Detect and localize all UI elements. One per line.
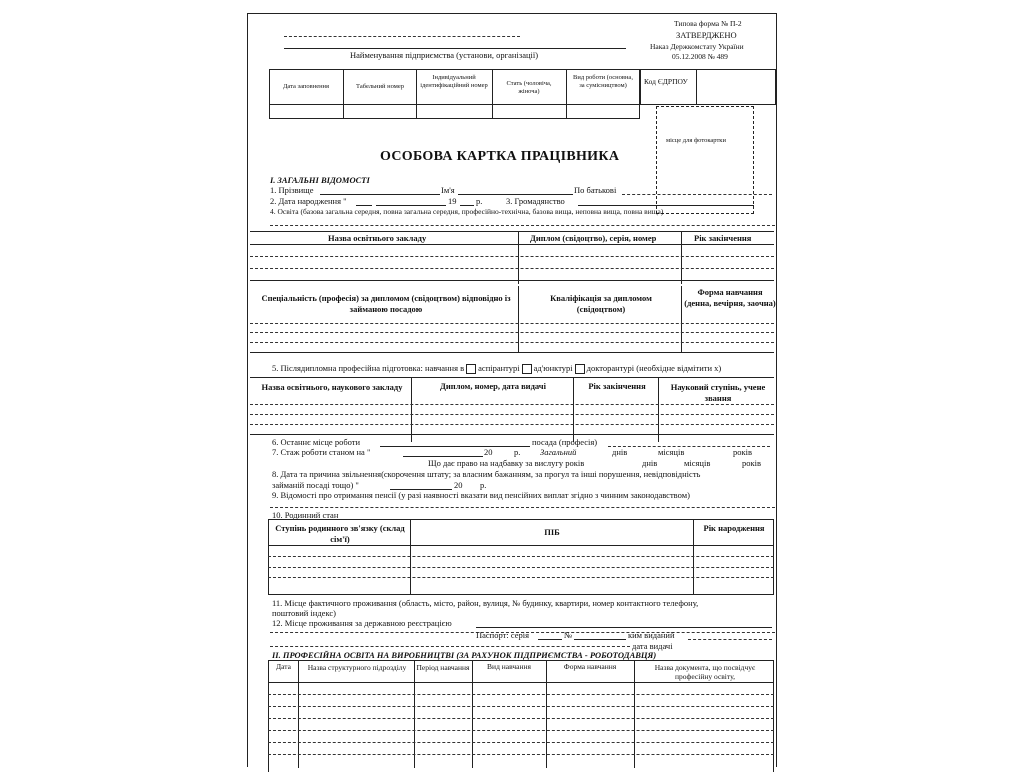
training-col-period: Період навчання bbox=[416, 663, 470, 672]
training-col-document: Назва документа, що посвідчує професійну освіту, bbox=[654, 663, 756, 681]
postgrad-checkbox-doktorantura[interactable] bbox=[575, 364, 585, 374]
postgrad-label: 5. Післядипломна професійна підготовка: навчання в аспірантурі ад'юнктурі докторантурі (необхідне відмітити х) bbox=[272, 363, 722, 373]
edu-col-diploma: Диплом (свідоцтво), серія, номер bbox=[530, 233, 657, 243]
passport-label: Паспорт: серія bbox=[476, 630, 529, 640]
org-caption: Найменування підприємства (установи, організації) bbox=[350, 50, 539, 60]
edu-col-institution: Назва освітнього закладу bbox=[328, 233, 427, 243]
postgrad-col-institution: Назва освітнього, наукового закладу bbox=[261, 382, 403, 392]
residence-label-2: поштовий індекс) bbox=[272, 608, 336, 618]
order-line-2: 05.12.2008 № 489 bbox=[672, 52, 728, 61]
training-col-date: Дата bbox=[276, 662, 291, 671]
approved-stamp: ЗАТВЕРДЖЕНО bbox=[676, 30, 737, 40]
edrpou-label: Код ЄДРПОУ bbox=[644, 77, 688, 86]
registration-label: 12. Місце проживання за державною реєстрацією bbox=[272, 618, 452, 628]
postgrad-col-year: Рік закінчення bbox=[588, 381, 646, 391]
postgrad-checkbox-adjunktura[interactable] bbox=[522, 364, 532, 374]
issue-date-label: дата видачі bbox=[632, 641, 673, 651]
training-col-unit: Назва структурного підрозділу bbox=[307, 663, 407, 672]
org-name-line bbox=[284, 36, 520, 37]
name-label: Ім'я bbox=[441, 185, 455, 195]
form-title: ОСОБОВА КАРТКА ПРАЦІВНИКА bbox=[380, 149, 620, 164]
surname-label: 1. Прізвище bbox=[270, 185, 314, 195]
edrpou-box bbox=[640, 69, 776, 105]
birthdate-label: 2. Дата народження " bbox=[270, 196, 347, 206]
col-gender: Стать (чоловіча, жіноча) bbox=[506, 80, 552, 95]
experience-total-label: Загальний bbox=[540, 447, 577, 457]
family-col-name: ПІБ bbox=[544, 527, 560, 537]
last-position-label: посада (професія) bbox=[532, 437, 598, 447]
postgrad-col-diploma: Диплом, номер, дата видачі bbox=[440, 381, 546, 391]
edu-col-study-form: Форма навчання (денна, вечірня, заочна) bbox=[684, 287, 776, 308]
order-line-1: Наказ Держкомстату України bbox=[650, 42, 744, 51]
training-col-type: Вид навчання bbox=[487, 662, 531, 671]
section-2-heading: ІІ. ПРОФЕСІЙНА ОСВІТА НА ВИРОБНИЦТВІ (ЗА РАХУНОК ПІДПРИЄМСТВА - РОБОТОДАВЦЯ) bbox=[272, 650, 657, 660]
issued-by-label: ким виданий bbox=[628, 630, 675, 640]
col-tab-number: Табельний номер bbox=[356, 83, 404, 90]
postgrad-checkbox-aspirantura[interactable] bbox=[466, 364, 476, 374]
col-work-type: Вид роботи (основна, за сумісництвом) bbox=[573, 74, 633, 89]
residence-label: 11. Місце фактичного проживання (область, місто, район, вулиця, № будинку, квартири, номер контактного телефону, bbox=[272, 598, 699, 608]
last-job-label: 6. Останнє місце роботи bbox=[272, 437, 361, 447]
seniority-label: Що дає право на надбавку за вислугу років bbox=[428, 458, 585, 468]
patronymic-label: По батькові bbox=[574, 185, 617, 195]
col-fill-date: Дата заповнення bbox=[282, 83, 330, 90]
personnel-card-form: Найменування підприємства (установи, організації) Типова форма № П-2 ЗАТВЕРДЖЕНО Наказ Держкомстату України 05.12.2008 № 489 Дата заповнення Табельний номер Індивідуальний ідентифікаційний номер Стать (чоловіча, жіноча) Вид роботи (основна, за сумісництвом) Код ЄДРПОУ місце для фотокартки ОСОБОВА КАРТКА ПРАЦІВНИКА І. ЗАГАЛЬНІ ВІДОМОСТІ 1. Прізвище Ім'я По батькові 2. Дата народження " 19 р. 3. Громадянство 4. Освіта (базова загальна середня, повна загальна середня, професійно-технічна, базова вища, неповна вища, повна вища) Назва освітнього закладу Диплом (свідоцтво), серія, номер Рік закінчення Спеціальність (професія) за дипломом (свідоцтвом) відповідно із займаною посадою Кваліфікація за дипломом (свідоцтвом) Форма навчання (денна, вечірня, заочна) 5. Післядипломна професійна підготовка: навчання в аспірантурі ад'юнктурі докторантурі (необхідне відмітити х) Назва освітнього, наукового закладу Диплом, номер, дата видачі Рік закінчення Науковий ступінь, учене звання 6. Останнє місце роботи посада (професія) 7. Стаж роботи станом на " 20 р. Загальний днів місяців років Що дає право на надбавку за вислугу років днів місяців років 8. Дата та причина звільнення(скорочення штату; за власним бажанням, за прогул та інші порушення, невідповідність займаній посаді тощо) " 20 р. 9. Відомості про отримання пенсії (у разі наявності вказати вид пенсійних виплат згідно з чинним законодавством) 10. Родинний стан Ступінь родинного зв'язку (склад сім'ї) ПІБ Рік народження 11. Місце фактичного проживання (область, місто, район, вулиця, № будинку, квартири, номер контактного телефону, поштовий індекс) 12. Місце проживання за державною реєстрацією Паспорт: серія № ким виданий дата видачі ІІ. ПРОФЕСІЙНА ОСВІТА НА ВИРОБНИЦТВІ (ЗА РАХУНОК ПІДПРИЄМСТВА - РОБОТОДАВЦЯ) Дата Назва структурного підрозділу Період навчання Вид навчання Форма навчання Назва документа, що посвідчує професійну освіту, bbox=[247, 13, 777, 767]
section-1-heading: І. ЗАГАЛЬНІ ВІДОМОСТІ bbox=[270, 175, 370, 185]
org-name-line-2 bbox=[284, 48, 626, 49]
experience-label: 7. Стаж роботи станом на " bbox=[272, 447, 371, 457]
form-code: Типова форма № П-2 bbox=[674, 19, 742, 28]
edu-col-qualification: Кваліфікація за дипломом (свідоцтвом) bbox=[550, 293, 652, 314]
family-heading: 10. Родинний стан bbox=[272, 510, 339, 520]
citizenship-label: 3. Громадянство bbox=[506, 196, 565, 206]
dismissal-label-2: займаній посаді тощо) " bbox=[272, 480, 359, 490]
edu-col-specialty: Спеціальність (професія) за дипломом (свідоцтвом) відповідно із займаною посадою bbox=[261, 293, 511, 314]
training-col-form: Форма навчання bbox=[563, 662, 617, 671]
edu-col-year: Рік закінчення bbox=[694, 233, 752, 243]
photo-label: місце для фотокартки bbox=[666, 137, 726, 144]
pension-label: 9. Відомості про отримання пенсії (у разі наявності вказати вид пенсійних виплат згідно з чинним законодавством) bbox=[272, 490, 690, 500]
education-label: 4. Освіта (базова загальна середня, повна загальна середня, професійно-технічна, базова вища, неповна вища, повна вища) bbox=[270, 207, 664, 216]
photo-placeholder bbox=[656, 106, 754, 214]
dismissal-label: 8. Дата та причина звільнення(скорочення штату; за власним бажанням, за прогул та інші порушення, невідповідність bbox=[272, 469, 701, 479]
postgrad-col-degree: Науковий ступінь, учене звання bbox=[670, 382, 766, 403]
col-tax-id: Індивідуальний ідентифікаційний номер bbox=[420, 74, 488, 89]
family-col-birthyear: Рік народження bbox=[703, 523, 765, 533]
family-col-relation: Ступінь родинного зв'язку (склад сім'ї) bbox=[275, 523, 405, 544]
